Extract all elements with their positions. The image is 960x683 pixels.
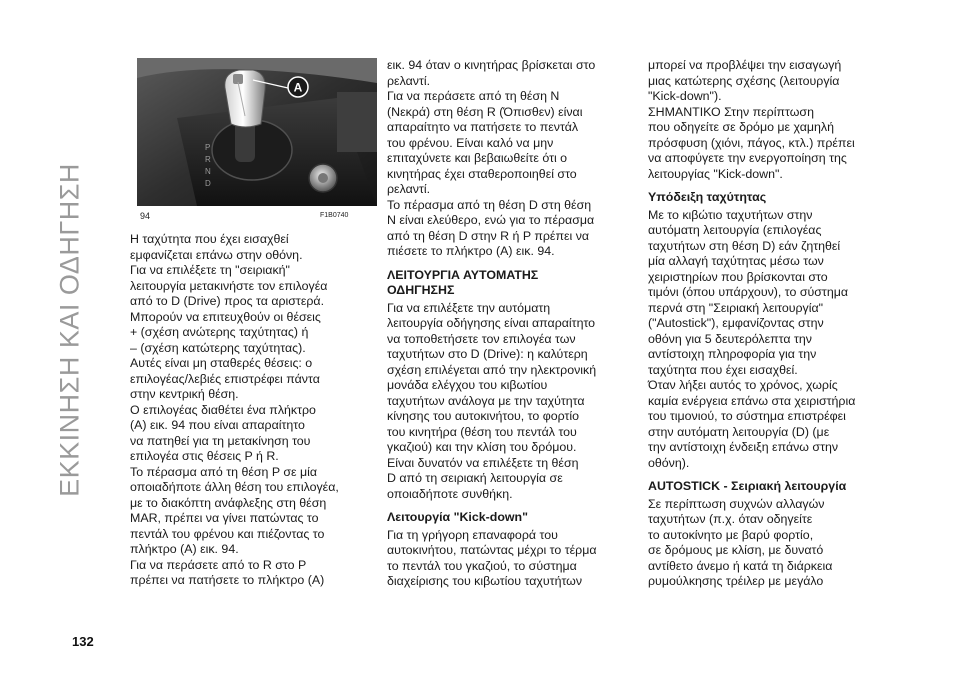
text-line: ταχυτήτων στη θέση D) εάν ζητηθεί <box>648 238 841 253</box>
text-line: Ο επιλογέας διαθέτει ένα πλήκτρο <box>130 402 316 417</box>
text-line: λειτουργία μετακινήστε τον επιλογέα <box>130 278 328 293</box>
text-line: Με το κιβώτιο ταχυτήτων στην <box>648 207 813 222</box>
text-line: Για να περάσετε από το R στο P <box>130 557 307 572</box>
text-line: στην αυτόματη λειτουργία (D) (με <box>648 424 830 439</box>
text-line: διαχείρισης του κιβωτίου ταχυτήτων <box>387 574 583 588</box>
page-number: 132 <box>72 634 94 649</box>
text-column-1 <box>130 232 380 589</box>
text-line: Για να περάσετε από τη θέση N <box>387 89 560 103</box>
text-line: μονάδα ελέγχου του κιβωτίου <box>387 378 548 392</box>
text-line: λειτουργίας "Kick-down". <box>648 166 783 181</box>
text-line: πιέσετε το πλήκτρο (A) εικ. 94. <box>387 244 555 258</box>
text-line: MAR, πρέπει να γίνει πατώντας το <box>130 511 319 525</box>
text-line: Για να επιλέξετε τη "σειριακή" <box>130 263 290 277</box>
text-line: σχέση επιλέγεται από την ηλεκτρονική <box>387 362 597 377</box>
text-line: εικ. 94 όταν ο κινητήρας βρίσκεται στο <box>387 58 596 72</box>
text-line: απαραίτητο να πατήσετε το πεντάλ <box>387 120 579 134</box>
text-line: D από τη σειριακή λειτουργία σε <box>387 471 563 485</box>
col3-c-block <box>648 497 898 590</box>
text-line: ("Autostick"), εμφανίζοντας στην <box>648 316 824 330</box>
text-line: (A) εικ. 94 που είναι απαραίτητο <box>130 418 305 432</box>
text-line: επιλογέα στις θέσεις P ή R. <box>130 449 279 463</box>
text-line: επιλογέας/λεβιές επιστρέφει πάντα <box>130 371 320 386</box>
text-line: πρέπει να πατήσετε το πλήκτρο (A) <box>130 573 325 587</box>
text-line: οθόνη για 5 δευτερόλεπτα την <box>648 331 812 346</box>
text-line: κίνησης του αυτοκινήτου, το φορτίο <box>387 409 580 423</box>
section-heading-automatic <box>387 268 632 299</box>
text-line: πλήκτρο (A) εικ. 94. <box>130 542 239 556</box>
text-line: από τη θέση D στην R ή P πρέπει να <box>387 228 590 243</box>
text-line: – (σχέση κατώτερης ταχύτητας). <box>130 340 306 355</box>
text-line: σε δρόμους με κλίση, με δυνατό <box>648 543 824 557</box>
text-line: οποιαδήποτε άλλη θέση του επιλογέα, <box>130 480 339 494</box>
text-line: μία αλλαγή ταχύτητας μέσω των <box>648 254 824 268</box>
text-line: που οδηγείτε σε δρόμο με χαμηλή <box>648 120 834 134</box>
text-line: αντίστοιχη πληροφορία για την <box>648 347 817 361</box>
text-line: ρελαντί. <box>387 182 431 196</box>
text-line: οποιαδήποτε συνθήκη. <box>387 486 513 501</box>
text-line: ταχυτήτων (π.χ. όταν οδηγείτε <box>648 512 813 526</box>
col2-c-block <box>387 528 632 590</box>
text-line: ταχυτήτων στο D (Drive): η καλύτερη <box>387 347 588 361</box>
text-line: N είναι ελεύθερο, ενώ για το πέρασμα <box>387 213 595 227</box>
chapter-title: ΕΚΚΙΝΗΣΗ ΚΑΙ ΟΔΗΓΗΣΗ <box>54 163 85 497</box>
text-line: Αυτές είναι μη σταθερές θέσεις: ο <box>130 356 313 370</box>
text-line: του κινητήρα (θέση του πεντάλ του <box>387 424 577 439</box>
text-line: το αυτοκίνητο με βαρύ φορτίο, <box>648 527 814 542</box>
text-line: να πατηθεί για τη μετακίνηση του <box>130 433 311 448</box>
text-line: επιταχύνετε και βεβαιωθείτε ότι ο <box>387 151 568 165</box>
text-line: Η ταχύτητα που έχει εισαχθεί <box>130 232 289 246</box>
text-column-3 <box>648 58 898 590</box>
text-line: περνά στη "Σειριακή λειτουργία" <box>648 300 824 315</box>
text-line: πεντάλ του φρένου και πιέζοντας το <box>130 526 325 541</box>
text-line: αντίθετο άνεμο ή κατά τη διάρκεια <box>648 558 833 573</box>
text-line: να αποφύγετε την ενεργοποίηση της <box>648 151 847 165</box>
text-line: Είναι δυνατόν να επιλέξετε τη θέση <box>387 455 579 470</box>
text-line: πρόσφυση (χιόνι, πάγος, κτλ.) πρέπει <box>648 135 855 150</box>
text-line: λειτουργία οδήγησης είναι απαραίτητο <box>387 316 596 330</box>
text-line: οθόνη). <box>648 455 690 470</box>
text-line: Σε περίπτωση συχνών αλλαγών <box>648 496 825 511</box>
figure-code: F1B0740 <box>320 212 349 219</box>
text-line: την αντίστοιχη ένδειξη επάνω στην <box>648 440 839 454</box>
text-line: Το πέρασμα από τη θέση D στη θέση <box>387 197 592 212</box>
text-line: αυτοκινήτου, πατώντας μέχρι το τέρμα <box>387 543 597 557</box>
text-line: χειριστηρίων που βρίσκονται στο <box>648 269 828 284</box>
text-line: εμφανίζεται επάνω στην οθόνη. <box>130 247 303 262</box>
text-line: του τιμονιού, το σύστημα επιστρέφει <box>648 409 846 423</box>
svg-text:N: N <box>205 167 211 176</box>
gear-selector-illustration <box>137 58 377 206</box>
text-line: Όταν λήξει αυτός το χρόνος, χωρίς <box>648 378 838 392</box>
text-line: του φρένου. Είναι καλό να μην <box>387 135 554 150</box>
text-line: (Νεκρά) στη θέση R (Όπισθεν) είναι <box>387 104 583 119</box>
text-line: κινητήρας έχει σταθεροποιηθεί στο <box>387 166 577 181</box>
text-line: στην κεντρική θέση. <box>130 387 239 401</box>
text-line: να τοποθετήσετε τον επιλογέα των <box>387 331 576 346</box>
text-column-2 <box>387 58 632 590</box>
section-heading-autostick: AUTOSTICK - Σειριακή λειτουργία <box>648 479 847 493</box>
section-heading-kickdown: Λειτουργία "Kick-down" <box>387 510 529 524</box>
text-line: Το πέρασμα από τη θέση P σε μία <box>130 464 318 479</box>
col3-a-block <box>648 58 898 182</box>
text-line: αυτόματη λειτουργία (επιλογέας <box>648 223 822 237</box>
text-line: γκαζιού) και την κλίση του δρόμου. <box>387 440 577 454</box>
text-line: το πεντάλ του γκαζιού, το σύστημα <box>387 558 577 573</box>
col2-b-block <box>387 301 632 503</box>
svg-text:P: P <box>205 143 211 152</box>
text-line: ρελαντί. <box>387 73 431 88</box>
text-line: ταχύτητα που έχει εισαχθεί. <box>648 362 798 377</box>
text-line: Για τη γρήγορη επαναφορά του <box>387 527 558 542</box>
text-line: από το D (Drive) προς τα αριστερά. <box>130 294 325 308</box>
col2-a-block <box>387 58 632 260</box>
gear-selector-figure <box>137 58 377 206</box>
text-line: "Kick-down"). <box>648 89 722 103</box>
section-heading-gear-indication: Υπόδειξη ταχύτητας <box>648 190 767 204</box>
text-line: μπορεί να προβλέψει την εισαγωγή <box>648 58 842 72</box>
text-line: Για να επιλέξετε την αυτόματη <box>387 300 551 315</box>
figure-number: 94 <box>140 211 151 221</box>
text-line: καμία ενέργεια επάνω στα χειριστήρια <box>648 393 856 408</box>
text-line: + (σχέση ανώτερης ταχύτητας) ή <box>130 325 309 339</box>
text-line: με το διακόπτη ανάφλεξης στη θέση <box>130 495 327 510</box>
text-line: τιμόνι (όπου υπάρχουν), το σύστημα <box>648 285 849 299</box>
text-line: ταχυτήτων ανάλογα με την ταχύτητα <box>387 393 585 408</box>
svg-text:D: D <box>205 179 211 188</box>
heading-line: ΟΔΗΓΗΣΗΣ <box>387 283 455 297</box>
text-line: Μπορούν να επιτευχθούν οι θέσεις <box>130 309 321 324</box>
text-line: ΣΗΜΑΝΤΙΚΟ Στην περίπτωση <box>648 104 814 119</box>
text-line: μιας κατώτερης σχέσης (λειτουργία <box>648 73 840 88</box>
col1-block <box>130 232 380 589</box>
callout-label: A <box>293 80 303 95</box>
text-line: ρυμούλκησης τρέιλερ με μεγάλο <box>648 574 824 588</box>
col3-b-block <box>648 208 898 472</box>
svg-text:R: R <box>205 155 211 164</box>
heading-line: ΛΕΙΤΟΥΡΓΙΑ ΑΥΤΟΜΑΤΗΣ <box>387 267 539 282</box>
